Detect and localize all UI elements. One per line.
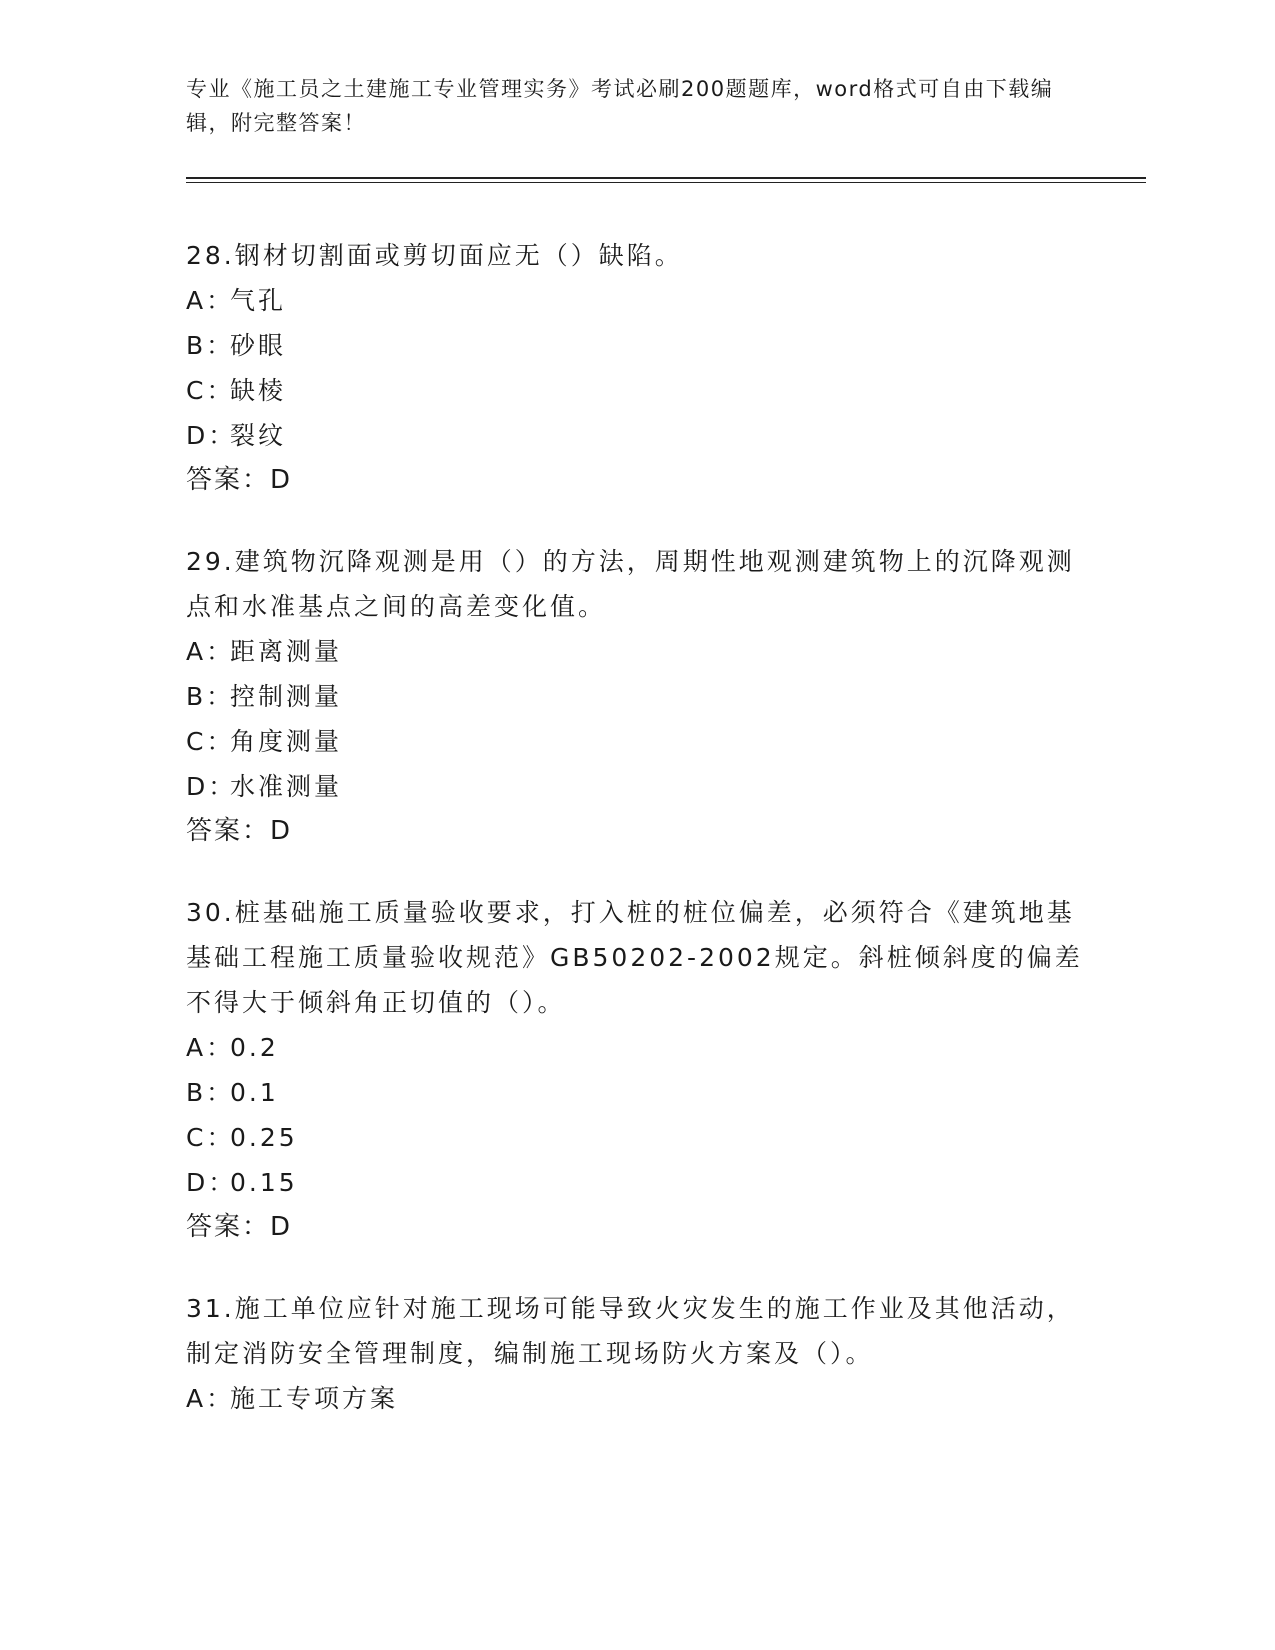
option-c	[186, 719, 1086, 764]
option-a	[186, 278, 1086, 323]
option-key: D：	[186, 1168, 237, 1197]
option-d	[186, 413, 1086, 458]
option-text: 0.25	[230, 1123, 298, 1152]
answer-line: 答案：D	[186, 816, 293, 846]
option-b	[186, 674, 1086, 719]
option-text: 0.15	[230, 1168, 298, 1197]
option-a	[186, 629, 1086, 674]
option-text: 裂纹	[230, 421, 287, 450]
option-text: 角度测量	[230, 727, 343, 756]
option-text: 水准测量	[230, 772, 343, 801]
option-key: A：	[186, 1033, 235, 1062]
question-stem: 29.建筑物沉降观测是用（）的方法，周期性地观测建筑物上的沉降观测点和水准基点之间的高差变化值。	[186, 547, 1075, 621]
option-key: D：	[186, 772, 237, 801]
option-a	[186, 1025, 1086, 1070]
option-d	[186, 1160, 1086, 1205]
question-30	[186, 890, 1086, 1250]
option-d	[186, 764, 1086, 809]
option-key: C：	[186, 727, 235, 756]
option-b	[186, 1070, 1086, 1115]
option-key: B：	[186, 331, 235, 360]
option-text: 距离测量	[230, 637, 343, 666]
question-list	[186, 233, 1086, 1457]
question-stem: 28.钢材切割面或剪切面应无（）缺陷。	[186, 241, 683, 270]
option-b	[186, 323, 1086, 368]
option-c	[186, 368, 1086, 413]
option-key: A：	[186, 1384, 235, 1413]
option-c	[186, 1115, 1086, 1160]
option-key: A：	[186, 637, 235, 666]
answer-line: 答案：D	[186, 1212, 293, 1242]
header-divider-thick	[186, 177, 1146, 179]
option-key: C：	[186, 1123, 235, 1152]
page-header: 专业《施工员之土建施工专业管理实务》考试必刷200题题库，word格式可自由下载编辑，附完整答案！	[186, 77, 1054, 135]
question-31	[186, 1286, 1086, 1421]
option-key: B：	[186, 682, 235, 711]
option-text: 控制测量	[230, 682, 343, 711]
question-28	[186, 233, 1086, 503]
option-key: D：	[186, 421, 237, 450]
question-stem: 30.桩基础施工质量验收要求，打入桩的桩位偏差，必须符合《建筑地基基础工程施工质量验收规范》GB50202-2002规定。斜桩倾斜度的偏差不得大于倾斜角正切值的（）。	[186, 898, 1083, 1017]
answer-line: 答案：D	[186, 465, 293, 495]
option-text: 缺棱	[230, 376, 287, 405]
option-text: 0.2	[230, 1033, 279, 1062]
option-key: B：	[186, 1078, 235, 1107]
header-divider-thin	[186, 182, 1146, 183]
option-text: 0.1	[230, 1078, 279, 1107]
question-stem: 31.施工单位应针对施工现场可能导致火灾发生的施工作业及其他活动，制定消防安全管理制度，编制施工现场防火方案及（）。	[186, 1294, 1075, 1368]
option-key: C：	[186, 376, 235, 405]
option-key: A：	[186, 286, 235, 315]
option-text: 施工专项方案	[230, 1384, 399, 1413]
option-text: 砂眼	[230, 331, 287, 360]
option-a	[186, 1376, 1086, 1421]
option-text: 气孔	[230, 286, 287, 315]
question-29	[186, 539, 1086, 854]
